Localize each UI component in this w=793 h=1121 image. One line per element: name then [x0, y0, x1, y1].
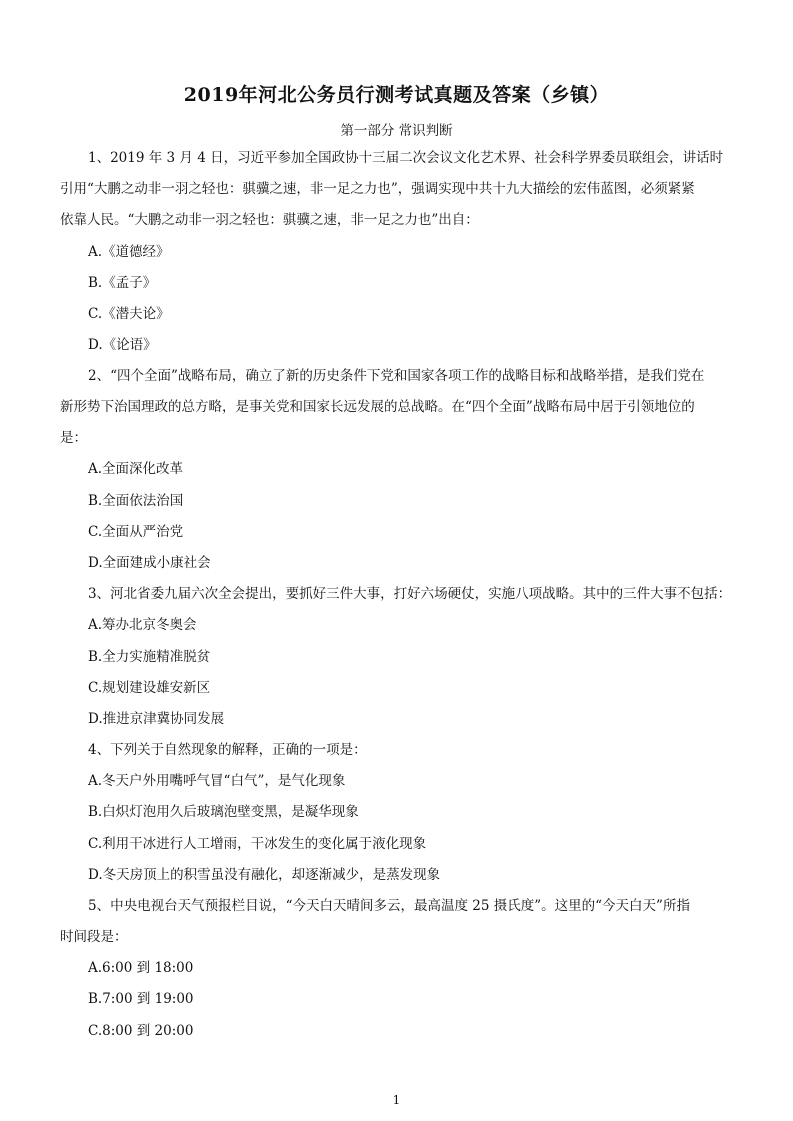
question-2-stem-line-3: 是：: [60, 430, 87, 446]
question-5-option-b: B.7:00 到 19:00: [88, 991, 194, 1007]
question-1-stem-line-3: 依靠人民。“大鹏之动非一羽之轻也：骐骥之速，非一足之力也”出自：: [60, 212, 479, 228]
question-1-stem-line-2: 引用“大鹏之动非一羽之轻也：骐骥之速，非一足之力也”，强调实现中共十九大描绘的宏伟蓝图，必须紧紧: [60, 181, 695, 197]
question-4-option-d: D.冬天房顶上的积雪虽没有融化，却逐渐减少，是蒸发现象: [88, 867, 441, 883]
question-2-option-d: D.全面建成小康社会: [88, 555, 211, 571]
question-2-option-c: C.全面从严治党: [88, 524, 184, 540]
question-5-stem-line-2: 时间段是：: [60, 929, 128, 945]
question-5-option-c: C.8:00 到 20:00: [88, 1023, 194, 1039]
question-1-stem-line-1: 1、2019 年 3 月 4 日，习近平参加全国政协十三届二次会议文化艺术界、社会科学界委员联组会，讲话时: [88, 150, 724, 166]
question-3-option-a: A.筹办北京冬奥会: [88, 617, 197, 633]
page-number: 1: [392, 1093, 401, 1107]
question-2-option-a: A.全面深化改革: [88, 461, 184, 477]
question-2-stem-line-1: 2、“四个全面”战略布局，确立了新的历史条件下党和国家各项工作的战略目标和战略举措，是我们党在: [88, 368, 705, 384]
question-1-option-c: C.《潜夫论》: [88, 306, 170, 322]
question-2-stem-line-2: 新形势下治国理政的总方略，是事关党和国家长远发展的总战略。在“四个全面”战略布局中居于引领地位的: [60, 399, 695, 415]
question-3-option-b: B.全力实施精准脱贫: [88, 649, 211, 665]
question-3-stem-line-1: 3、河北省委九届六次全会提出，要抓好三件大事，打好六场硬仗，实施八项战略。其中的三件大事不包括：: [88, 586, 732, 602]
question-5-option-a: A.6:00 到 18:00: [88, 960, 194, 976]
question-1-option-b: B.《孟子》: [88, 275, 157, 291]
question-1-option-a: A.《道德经》: [88, 244, 170, 260]
question-4-option-a: A.冬天户外用嘴呼气冒“白气”，是气化现象: [88, 773, 346, 789]
document-title: 2019年河北公务员行测考试真题及答案（乡镇）: [183, 84, 610, 106]
question-4-option-c: C.利用干冰进行人工增雨，干冰发生的变化属于液化现象: [88, 836, 427, 852]
question-2-option-b: B.全面依法治国: [88, 493, 184, 509]
section-title: 第一部分 常识判断: [340, 123, 453, 139]
question-3-option-c: C.规划建设雄安新区: [88, 680, 211, 696]
question-3-option-d: D.推进京津冀协同发展: [88, 711, 225, 727]
question-4-option-b: B.白炽灯泡用久后玻璃泡壁变黑，是凝华现象: [88, 804, 359, 820]
question-1-option-d: D.《论语》: [88, 337, 157, 353]
question-4-stem-line-1: 4、下列关于自然现象的解释，正确的一项是：: [88, 742, 367, 758]
question-5-stem-line-1: 5、中央电视台天气预报栏目说，“今天白天晴间多云，最高温度 25 摄氏度”。这里的“今天白天”所指: [88, 898, 690, 914]
